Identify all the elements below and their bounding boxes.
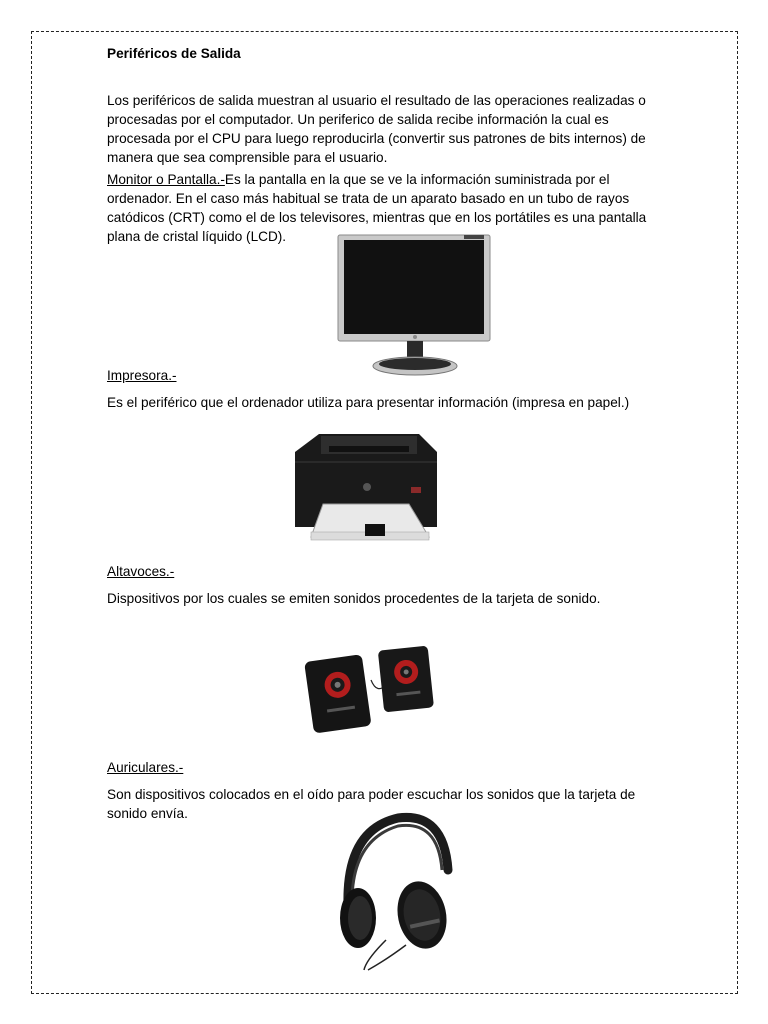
- printer-heading-line: [107, 366, 662, 385]
- headphones-heading: Auriculares.-: [107, 760, 184, 775]
- monitor-heading: Monitor o Pantalla.-: [107, 172, 225, 187]
- intro-paragraph: [107, 91, 662, 167]
- document-header: [107, 44, 662, 63]
- monitor-image: [334, 233, 494, 378]
- section-headphones: [107, 758, 662, 777]
- monitor-text: Es la pantalla en la que se ve la información suministrada por el ordenador. En el caso más habitual se trata de un aparato basado en un tubo de rayos catódicos (CRT) como el de los televisores, mientras que en los portátiles es una pantalla plana de cristal líquido (LCD).: [107, 172, 647, 244]
- speakers-image: [301, 640, 436, 740]
- speakers-heading: Altavoces.-: [107, 564, 175, 579]
- headphones-image: [326, 810, 456, 976]
- headphones-heading-line: [107, 758, 662, 777]
- page-title: Periféricos de Salida: [107, 46, 241, 61]
- headphones-text: Son dispositivos colocados en el oído para poder escuchar los sonidos que la tarjeta de sonido envía.: [107, 787, 636, 821]
- section-speakers: [107, 562, 662, 581]
- printer-heading: Impresora.-: [107, 368, 177, 383]
- printer-image: [289, 432, 444, 544]
- intro-text: Los periféricos de salida muestran al usuario el resultado de las operaciones realizadas o procesadas por el computador. Un periferico de salida recibe información la cual es procesada por el CPU para luego reproducirla (convertir sus patrones de bits internos) de manera que sea comprensible para el usuario.: [107, 93, 646, 165]
- speakers-heading-line: [107, 562, 662, 581]
- section-printer: [107, 366, 662, 385]
- printer-description: [107, 393, 662, 412]
- speakers-text: Dispositivos por los cuales se emiten sonidos procedentes de la tarjeta de sonido.: [107, 591, 601, 606]
- printer-text: Es el periférico que el ordenador utiliza para presentar información (impresa en papel.): [107, 395, 630, 410]
- speakers-description: [107, 589, 662, 608]
